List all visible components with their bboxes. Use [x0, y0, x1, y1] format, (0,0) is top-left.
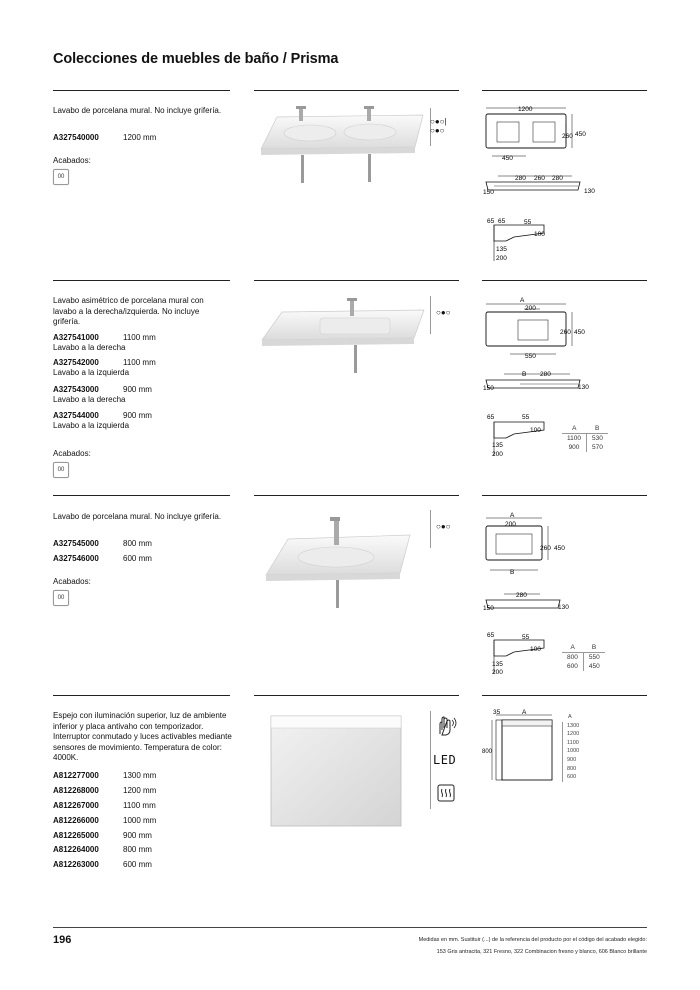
- tech-drawing-top: [480, 510, 590, 578]
- finishes-label: Acabados:: [53, 449, 91, 458]
- finish-swatch[interactable]: 00: [53, 590, 69, 606]
- single-basin-photo: [262, 513, 412, 609]
- product-description: Lavabo de porcelana mural. No incluye grifería.: [53, 512, 222, 521]
- product-size: 1200 mm: [123, 133, 157, 142]
- product-size: 900 mm: [123, 385, 152, 394]
- product-size: 1000 mm: [123, 816, 157, 825]
- tech-drawing-side: [480, 368, 600, 398]
- product-code-row: [53, 539, 152, 549]
- svg-text:65: 65: [487, 218, 495, 225]
- product-size: 1100 mm: [123, 333, 156, 342]
- svg-text:65: 65: [487, 632, 495, 639]
- section-divider: [254, 90, 459, 91]
- product-code: A812266000: [53, 816, 99, 825]
- product-code: A327546000: [53, 554, 99, 563]
- product-code-row: [53, 411, 152, 421]
- footer-divider: [53, 927, 647, 928]
- product-size: 1300 mm: [123, 771, 157, 780]
- svg-text:200: 200: [496, 255, 507, 262]
- svg-text:35: 35: [493, 709, 501, 716]
- tech-drawing-side: [480, 170, 600, 200]
- svg-text:150: 150: [483, 605, 494, 612]
- icon-divider: [430, 296, 431, 334]
- section-divider: [482, 495, 647, 496]
- svg-text:450: 450: [574, 329, 585, 336]
- section-divider: [254, 695, 459, 696]
- svg-text:55: 55: [522, 634, 530, 641]
- svg-text:135: 135: [496, 246, 507, 253]
- product-code-row: [53, 771, 156, 781]
- svg-text:200: 200: [492, 669, 503, 676]
- product-size: 900 mm: [123, 831, 152, 840]
- product-code: A812265000: [53, 831, 99, 840]
- section-divider: [482, 695, 647, 696]
- dim-height: 260: [562, 133, 573, 140]
- product-description: Lavabo asimétrico de porcelana mural con lavabo a la derecha/izquierda. No incluye grifería.: [53, 296, 204, 326]
- led-icon: LED: [433, 753, 457, 767]
- tap-holes-icon: ○●○|○●○: [430, 117, 447, 135]
- product-code: A812268000: [53, 786, 99, 795]
- svg-text:550: 550: [525, 353, 536, 360]
- product-note: Lavabo a la derecha: [53, 343, 126, 352]
- section-divider: [53, 495, 230, 496]
- section-divider: [53, 90, 230, 91]
- section-divider: [53, 695, 230, 696]
- section-divider: [482, 90, 647, 91]
- svg-text:A: A: [520, 297, 525, 304]
- svg-text:280: 280: [552, 175, 563, 182]
- finishes-label: Acabados:: [53, 577, 91, 586]
- tech-drawing-side: [480, 588, 580, 618]
- svg-text:450: 450: [554, 545, 565, 552]
- product-description: Espejo con iluminación superior, luz de ambiente inferior y placa antivaho con temporizador. Interruptor conmutado y luces activables mediante sensores de movimiento. Temperatura de color: 4000K.: [53, 711, 232, 762]
- product-code-row: [53, 554, 152, 564]
- section-divider: [53, 280, 230, 281]
- product-code: A812277000: [53, 771, 99, 780]
- svg-text:B: B: [522, 371, 527, 378]
- svg-text:65: 65: [498, 218, 506, 225]
- size-table: A B 1100 530 900 570: [562, 424, 608, 452]
- section-divider: [254, 495, 459, 496]
- product-code-row: [53, 816, 156, 826]
- svg-text:130: 130: [558, 604, 569, 611]
- svg-text:200: 200: [505, 521, 516, 528]
- dim-depth: 450: [575, 131, 586, 138]
- finish-swatch[interactable]: 00: [53, 169, 69, 185]
- svg-text:130: 130: [578, 384, 589, 391]
- svg-text:280: 280: [516, 592, 527, 599]
- section-divider: [254, 280, 459, 281]
- product-code-row: [53, 801, 156, 811]
- tech-drawing-profile: [484, 410, 554, 460]
- icon-divider: [430, 510, 431, 548]
- footer-note: 153 Gris antracita, 321 Fresno, 322 Combinacion fresno y blanco, 606 Blanco brillante: [436, 949, 647, 955]
- tech-drawing-top: [480, 100, 600, 164]
- product-code-row: [53, 860, 152, 870]
- svg-text:130: 130: [584, 188, 595, 195]
- svg-text:100: 100: [530, 427, 541, 434]
- product-code-row: [53, 385, 152, 395]
- product-code-row: [53, 333, 156, 343]
- svg-text:150: 150: [483, 385, 494, 392]
- product-size: 600 mm: [123, 554, 152, 563]
- svg-text:200: 200: [492, 451, 503, 458]
- product-size: 1100 mm: [123, 358, 156, 367]
- product-code: A327540000: [53, 133, 99, 142]
- tap-holes-icon: ○●○: [436, 522, 451, 531]
- page-title: Colecciones de muebles de baño / Prisma: [53, 51, 339, 67]
- finish-swatch[interactable]: 00: [53, 462, 69, 478]
- svg-text:55: 55: [524, 219, 532, 226]
- svg-text:150: 150: [483, 189, 494, 196]
- svg-text:A: A: [522, 709, 527, 716]
- antifog-icon: [435, 782, 457, 804]
- footer-note: Medidas en mm. Sustituir (...) de la referencia del producto por el código del acabado elegido:: [418, 937, 647, 943]
- product-description: Lavabo de porcelana mural. No incluye grifería.: [53, 106, 222, 115]
- product-size: 800 mm: [123, 539, 152, 548]
- dim-lower: 450: [502, 155, 513, 162]
- svg-text:800: 800: [482, 749, 493, 755]
- product-code: A327543000: [53, 385, 99, 394]
- svg-text:55: 55: [522, 414, 530, 421]
- svg-text:280: 280: [515, 175, 526, 182]
- section-divider: [482, 280, 647, 281]
- svg-text:260: 260: [560, 329, 571, 336]
- product-size: 900 mm: [123, 411, 152, 420]
- product-note: Lavabo a la derecha: [53, 395, 126, 404]
- mirror-size-list: A 1300 1200 1100 1000 900 800 600: [562, 713, 608, 782]
- product-code: A327544000: [53, 411, 99, 420]
- tech-drawing-profile: [484, 628, 554, 678]
- svg-text:200: 200: [525, 305, 536, 312]
- product-code-row: [53, 845, 152, 855]
- product-code-row: [53, 831, 152, 841]
- finishes-label: Acabados:: [53, 156, 91, 165]
- hand-sensor-icon: [434, 714, 460, 738]
- svg-text:135: 135: [492, 661, 503, 668]
- tech-drawing-profile: [484, 213, 554, 265]
- svg-text:65: 65: [487, 414, 495, 421]
- product-code-row: [53, 358, 156, 368]
- product-code-row: [53, 133, 156, 143]
- svg-text:135: 135: [492, 442, 503, 449]
- svg-text:280: 280: [540, 371, 551, 378]
- product-note: Lavabo a la izquierda: [53, 421, 130, 430]
- product-code: A327542000: [53, 358, 99, 367]
- product-size: 800 mm: [123, 845, 152, 854]
- product-note: Lavabo a la izquierda: [53, 368, 130, 377]
- product-size: 600 mm: [123, 860, 152, 869]
- tech-drawing-mirror: [480, 706, 560, 786]
- dim-width: 1200: [518, 106, 533, 113]
- tap-holes-icon: ○●○: [436, 308, 451, 317]
- product-code: A327545000: [53, 539, 99, 548]
- size-table: A B 800 550 600 450: [562, 643, 605, 671]
- svg-text:100: 100: [530, 646, 541, 653]
- icon-divider: [430, 711, 431, 809]
- tech-drawing-top: [480, 294, 600, 364]
- mirror-photo: [270, 715, 402, 827]
- double-basin-photo: [255, 105, 425, 183]
- svg-text:260: 260: [540, 545, 551, 552]
- svg-text:260: 260: [534, 175, 545, 182]
- product-code: A327541000: [53, 333, 99, 342]
- product-code: A812267000: [53, 801, 99, 810]
- svg-text:100: 100: [534, 231, 545, 238]
- page-number: 196: [53, 934, 72, 946]
- product-code-row: [53, 786, 156, 796]
- svg-text:A: A: [510, 512, 515, 519]
- product-code: A812264000: [53, 845, 99, 854]
- product-size: 1200 mm: [123, 786, 157, 795]
- asymmetric-basin-photo: [258, 298, 428, 374]
- product-size: 1100 mm: [123, 801, 156, 810]
- product-code: A812263000: [53, 860, 99, 869]
- svg-text:B: B: [510, 569, 515, 576]
